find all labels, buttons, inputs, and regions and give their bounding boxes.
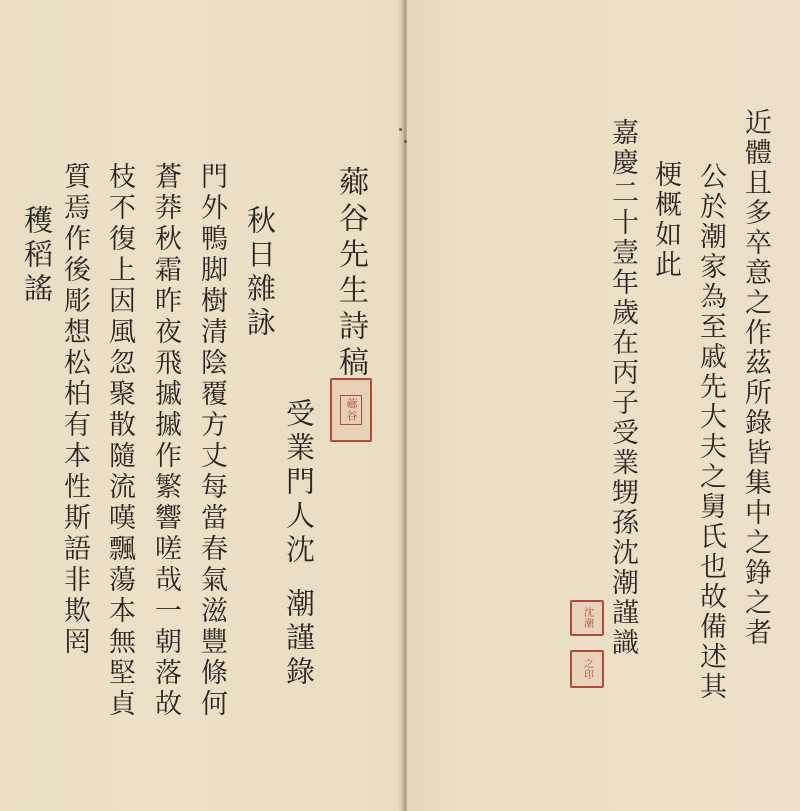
credit-disciple: 受業門人沈 xyxy=(282,398,316,568)
poem-line-2: 蒼莽秋霜昨夜飛摵摵作繁響嗟哉一朝落故 xyxy=(150,162,181,720)
right-page xyxy=(407,0,800,811)
seal-text: 之印 xyxy=(581,658,593,680)
next-poem-title: 穫稻謠 xyxy=(20,205,54,307)
poem-line-1: 門外鴨脚樹清陰覆方丈每當春氣滋豐條何 xyxy=(196,162,227,720)
colophon-line-4: 嘉慶二十壹年歲在丙子受業甥孫沈潮謹識 xyxy=(607,118,638,658)
red-seal-left xyxy=(330,378,372,442)
poem-line-4: 質焉作後彫想松柏有本性斯語非欺罔 xyxy=(59,162,90,658)
poem-line-3: 枝不復上因風忽聚散隨流嘆飄蕩本無堅貞 xyxy=(104,162,135,720)
red-seal-right-bottom xyxy=(570,650,604,688)
seal-text: 薌谷 xyxy=(340,395,362,425)
seal-text: 沈潮 xyxy=(581,607,593,629)
colophon-line-1: 近體且多卒意之作茲所錄皆集中之錚之者 xyxy=(740,108,771,648)
colophon-line-3: 梗概如此 xyxy=(650,160,681,280)
poem-title: 秋日雜詠 xyxy=(243,205,277,341)
binding-dot xyxy=(399,128,402,131)
book-title: 薌谷先生詩稿 xyxy=(333,166,368,382)
colophon-line-2: 公於潮家為至戚先大夫之舅氏也故備述其 xyxy=(695,162,726,702)
red-seal-right-top xyxy=(570,600,604,636)
credit-recorder: 潮謹錄 xyxy=(282,588,316,690)
